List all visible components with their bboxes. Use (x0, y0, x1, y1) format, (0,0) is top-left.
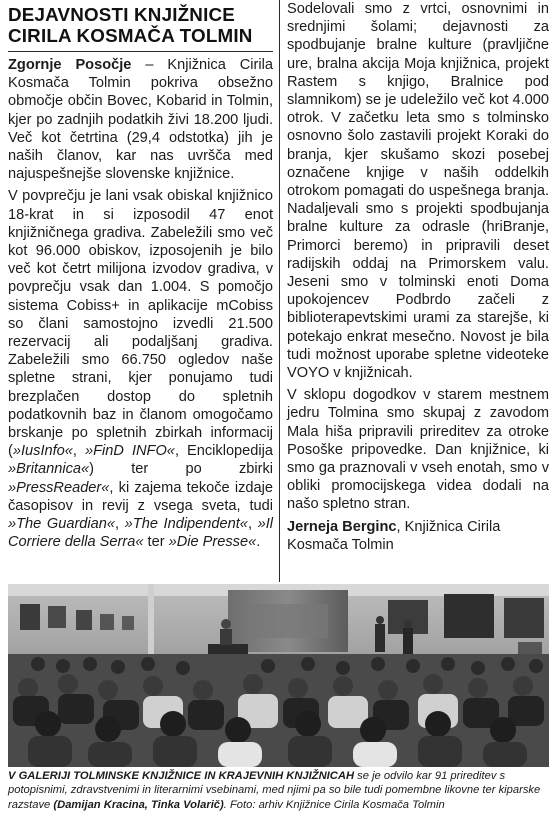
ref-corriere: »Il Corriere della Serra« (8, 516, 274, 551)
sep: . (256, 534, 261, 551)
title-rule (8, 51, 273, 52)
caption-artists: (Damijan Kracina, Tinka Volarič) (53, 798, 224, 811)
ref-die-presse: »Die Presse« (168, 534, 257, 551)
caption-credit: . Foto: arhiv Knjižnice Cirila Kosmača Tolmin (223, 798, 445, 811)
sep: ter (143, 534, 169, 551)
ref-findinfo: »FinD INFO« (85, 443, 175, 460)
paragraph-statistics (8, 187, 273, 551)
caption-lead: V GALERIJI TOLMINSKE KNJIŽNICE IN KRAJEVNIH KNJIŽNICAH (8, 770, 355, 782)
sep: ) ter po zbirki (89, 461, 273, 478)
stats-text: V povprečju je lani vsak obiskal knjižnico 18-krat in si izposodil 47 enot knjižničnega gradiva. Zabeležili smo več kot 96.000 obiskov, izposojenih je bilo več kot četrt milijona izvodov gradiva, v povprečju vsak dan 1.004. S pomočjo sistema Cobiss+ in aplikacije mCobiss so člani samostojno izvedli 21.500 rezervacij ali podaljšanj gradiva. Zabeležili smo 66.750 ogledov naše spletne strani, kjer ponujamo tudi brezplačen dostop do spletnih podatkovnih baz in članom omogočamo brskanje po spletnih zbirkah informacij ( (8, 188, 273, 460)
sep: , Enciklopedija (174, 443, 274, 460)
author-signature (287, 518, 549, 554)
title-line-1: DEJAVNOSTI KNJIŽNICE (8, 4, 235, 25)
photo-caption (8, 769, 549, 812)
sep: , (72, 443, 85, 460)
intro-text: – Knjižnica Cirila Kosmača Tolmin pokriva obsežno območje občin Bovec, Kobarid in Tolmin, kjer po zadnjih podatkih živi 18.200 ljudi. Več kot četrtina (29,4 odstotka) jih je naših članov, kar nas uvršča med najuspešnejše slovenske knjižnice. (8, 57, 273, 183)
left-column (8, 0, 273, 555)
paragraph-events: V sklopu dogodkov v starem mestnem jedru Tolmina smo skupaj z zavodom Mala hiša pripravili prireditev za otroke Posoške pripovedke. Dan knjižnice, ki smo ga praznovali v vseh enotah, smo v obliki promocijskega videa dodali na našo spletno stran. (287, 387, 549, 513)
ref-iusinfo: »IusInfo« (12, 443, 73, 460)
event-photo (8, 584, 549, 767)
author-name: Jerneja Berginc (287, 518, 397, 535)
author-affiliation: , Knjižnica Cirila Kosmača Tolmin (287, 518, 501, 553)
title-line-2: CIRILA KOSMAČA TOLMIN (8, 25, 253, 46)
ref-pressreader: »PressReader« (8, 479, 110, 496)
ref-indipendent: »The Indipendent« (124, 516, 248, 533)
right-column (287, 0, 549, 558)
sep: , (115, 516, 125, 533)
dateline: Zgornje Posočje (8, 57, 132, 73)
sep: , (247, 516, 258, 533)
ref-guardian: »The Guardian« (8, 516, 116, 533)
paragraph-intro (8, 56, 273, 183)
paragraph-activities: Sodelovali smo z vrtci, osnovnimi in srednjimi šolami; dejavnosti za spodbujanje bralne kulture (pravljične ure, bralna akcija Moja knjižnica, projekt Rastem s knjigo, Bralnice pod slamnikom) se je udeležilo več kot 4.000 otrok. V začetku leta smo s tolminsko osnovno šolo zastavili projekt Koraki do branja, kjer skušamo skozi posebej označene knjige v naših oddelkih otrokom pomagati do uspešnega branja. Nadaljevali smo s projekti spodbujanja bralne kulture za odrasle (hriBranje, Primorci beremo) in pripravili deset radijskih oddaj na Primorskem valu. Jeseni smo v tolminski enoti Doma upokojencev Podbrdo začeli z biblioterapevtskimi urami za starejše, ki potekajo enkrat mesečno. Novost je bila tudi možnost uporabe spletne videoteke VOYO v knjižnicah. (287, 1, 550, 382)
caption-text: se je odvilo kar 91 prireditev s potopisnimi, zdravstvenimi in literarnimi vsebinami, med njimi pa so bile tudi pomembne likovne ter kiparske razstave (8, 770, 541, 811)
ref-britannica: »Britannica« (8, 461, 90, 478)
column-divider (279, 0, 280, 582)
article-title (8, 4, 273, 46)
sep: , ki zajema tekoče izdaje časopisov in revij z vsega sveta, tudi (8, 479, 273, 514)
